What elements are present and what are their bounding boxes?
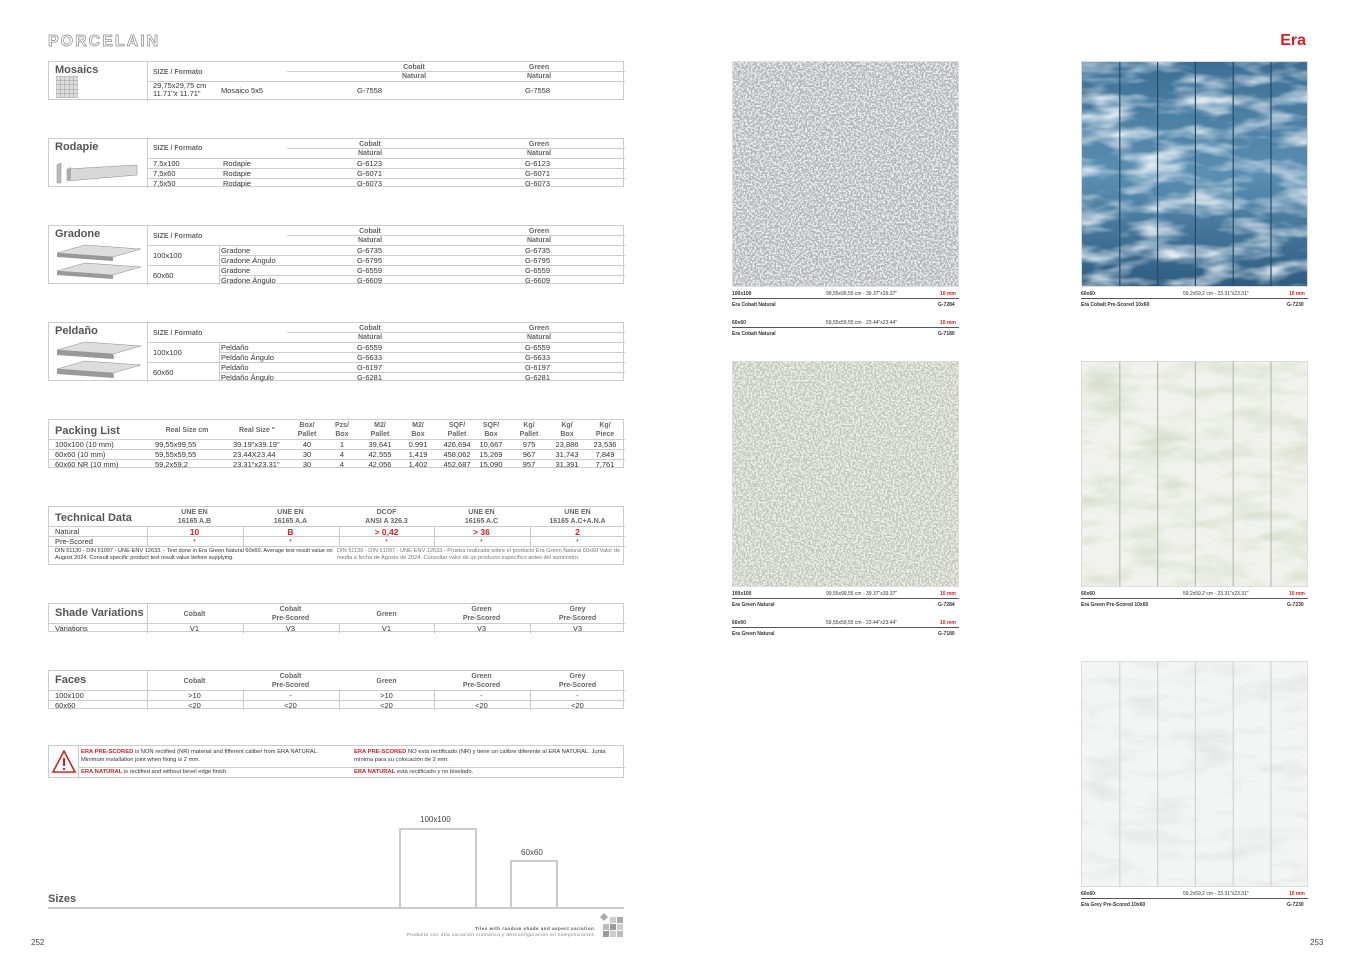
shade-value: V1 <box>189 624 200 633</box>
packing-cell: 23,536 <box>593 440 617 449</box>
technical-prescored-value: * <box>385 537 388 546</box>
size-60x60-square <box>510 860 558 909</box>
tile-name: Era Green Natural <box>732 602 775 608</box>
row-name: Peldaño <box>221 363 249 372</box>
tile-size: 60x60 <box>1081 291 1095 297</box>
packing-col-header <box>327 421 357 439</box>
tile-size: 60x60 <box>1081 891 1095 897</box>
technical-col-header <box>530 508 625 526</box>
faces-value: - <box>289 691 292 700</box>
tile-code: G-7180 <box>938 331 955 337</box>
packing-cell: 10,667 <box>479 440 503 449</box>
shade-value: V3 <box>476 624 487 633</box>
mosaic-size: 29,75x29,75 cm 11.71"x 11.71" <box>153 81 207 98</box>
faces-value: >10 <box>188 691 201 700</box>
warning-en-natural: ERA NATURAL is rectified and without bevel edge finish. <box>81 769 228 775</box>
packing-cell: 99,55x99,55 <box>155 440 197 449</box>
mosaics-title: Mosaics <box>55 64 99 76</box>
technical-natural-value: 10 <box>189 527 200 537</box>
mosaic-code-cobalt: G-7558 <box>357 86 383 95</box>
technical-prescored-value: * <box>289 537 292 546</box>
size-label: SIZE / Formato <box>153 69 203 76</box>
peldano-title: Peldaño <box>55 325 98 337</box>
row-code: G-6559 <box>525 343 551 352</box>
divider <box>243 526 244 546</box>
tile-name: Era Cobalt Natural <box>732 302 776 308</box>
packing-cell: 39,641 <box>368 440 392 449</box>
tile-dims: 59,2x59,2 cm - 23.31"x23.31" <box>1183 291 1249 297</box>
rodapie-title: Rodapie <box>55 141 99 153</box>
packing-cell: 452,687 <box>443 460 471 469</box>
header-line: Pre-Scored <box>462 682 501 689</box>
header-line: 16165 A.B <box>177 518 212 525</box>
row-size: 7,5x50 <box>153 179 176 188</box>
faces-col-header <box>147 677 242 686</box>
row-code: G-6073 <box>525 179 551 188</box>
header-line: SQF/ <box>448 422 466 429</box>
tile-dims: 59,55x59,55 cm - 23.44"x23.44" <box>826 320 898 326</box>
row-code: G-6073 <box>357 179 383 188</box>
tile-thickness: 10 mm <box>1289 291 1305 297</box>
packing-col-header <box>511 421 547 439</box>
header-line: Box <box>560 431 574 438</box>
faces-value: <20 <box>284 701 297 710</box>
header-line: SQF/ <box>482 422 500 429</box>
shade-variation-icon <box>600 913 624 937</box>
tile-code: G-7230 <box>1287 302 1304 308</box>
row-name: Rodapie <box>223 159 251 168</box>
technical-col-header <box>147 508 242 526</box>
tile-thickness: 10 mm <box>940 320 956 326</box>
header-line: Pre-Scored <box>462 615 501 622</box>
tile-dims: 59,2x59,2 cm - 23.31"x23.31" <box>1183 591 1249 597</box>
col-green: Green Natural <box>526 325 552 341</box>
header-line: Pallet <box>297 431 317 438</box>
sizes-title: Sizes <box>48 893 77 905</box>
shade-col-header <box>243 605 338 623</box>
warning-es-natural: ERA NATURAL está rectificado y no biselado. <box>354 769 474 775</box>
warning-box <box>48 745 624 778</box>
technical-natural-value: > 0,42 <box>374 527 399 537</box>
packing-col-header <box>473 421 509 439</box>
shade-col-header <box>147 610 242 619</box>
row-name: Peldaño <box>221 343 249 352</box>
row-code: G-6795 <box>525 256 551 265</box>
row-code: G-6633 <box>357 353 383 362</box>
header-line: Pre-Scored <box>558 615 597 622</box>
row-code: G-6735 <box>357 246 383 255</box>
header-line: Cobalt <box>183 678 206 685</box>
tile-name: Era Green Natural <box>732 631 775 637</box>
technical-prescored-value: * <box>480 537 483 546</box>
packing-cell: 426,694 <box>443 440 471 449</box>
header-line: Pallet <box>519 431 539 438</box>
faces-value: <20 <box>571 701 584 710</box>
tile-code: G-7180 <box>938 631 955 637</box>
row-name: Gradone <box>221 266 251 275</box>
technical-prescored-value: * <box>193 537 196 546</box>
packing-cell: 23,886 <box>555 440 579 449</box>
gradone-table <box>48 225 624 284</box>
technical-prescored-value: * <box>576 537 579 546</box>
tile-code: G-7284 <box>938 302 955 308</box>
packing-cell: 1 <box>339 440 345 449</box>
packing-cell: 15,090 <box>479 460 503 469</box>
faces-col-header <box>339 677 434 686</box>
warning-es-prescored: ERA PRE-SCORED NO está rectificado (NR) y tiene un calibre diferente al ERA NATURAL. Junta mínima para su colocación de 2 mm. <box>354 749 606 763</box>
header-line: ANSI A 326.3 <box>365 518 408 525</box>
header-line: Cobalt <box>279 673 302 680</box>
technical-natural-value: > 36 <box>473 527 490 537</box>
header-line: Pre-Scored <box>271 615 310 622</box>
faces-value: - <box>480 691 483 700</box>
tile-thickness: 10 mm <box>1289 591 1305 597</box>
packing-cell: 7,761 <box>595 460 615 469</box>
tile-name: Era Green Pre-Scored 10x60 <box>1081 602 1149 608</box>
header-line: 16165 A.A <box>273 518 308 525</box>
header-line: Kg/ <box>523 422 535 429</box>
packing-cell: 23.44X23.44 <box>233 450 276 459</box>
header-line: Green <box>471 606 492 613</box>
row-code: G-6123 <box>357 159 383 168</box>
row-size: 7,5x60 <box>153 169 176 178</box>
packing-cell: 23.31"x23.31" <box>233 460 280 469</box>
packing-cell: 30 <box>302 460 312 469</box>
col-cobalt: Cobalt Natural <box>357 141 383 157</box>
technical-natural-value: B <box>287 527 294 537</box>
mosaics-table <box>48 61 624 100</box>
packing-cell: 975 <box>522 440 536 449</box>
technical-data-table <box>48 506 624 565</box>
row-code: G-6609 <box>357 276 383 285</box>
row-code: G-6071 <box>525 169 551 178</box>
packing-col-header <box>151 426 223 435</box>
packing-cell: 42,056 <box>368 460 392 469</box>
header-line: UNE EN <box>564 509 591 516</box>
faces-value: - <box>576 691 579 700</box>
header-line: Kg/ <box>561 422 573 429</box>
shade-col-header <box>434 605 529 623</box>
tile-code: G-7230 <box>1287 902 1304 908</box>
header-line: M2/ <box>412 422 424 429</box>
footer-note-es: Producto con alta variación cromática y desconfiguración en composiciones. <box>406 932 596 937</box>
technical-col-header <box>243 508 338 526</box>
shade-variations-table <box>48 603 624 632</box>
section-title: PORCELAIN <box>48 33 161 50</box>
technical-natural-value: 2 <box>575 527 580 537</box>
row-code: G-6559 <box>357 343 383 352</box>
row-code: G-6609 <box>525 276 551 285</box>
era-green-prescored-tile <box>1081 361 1308 587</box>
row-name: Peldaño Ángulo <box>221 373 274 382</box>
size-label: SIZE / Formato <box>153 233 203 240</box>
tile-thickness: 10 mm <box>940 620 956 626</box>
header-line: Kg/ <box>599 422 611 429</box>
tile-name: Era Cobalt Natural <box>732 331 776 337</box>
row-code: G-6559 <box>357 266 383 275</box>
header-line: Pre-Scored <box>558 682 597 689</box>
faces-col-header <box>530 672 625 690</box>
row-code: G-6633 <box>525 353 551 362</box>
header-line: Box <box>484 431 498 438</box>
col-cobalt: Cobalt Natural <box>357 228 383 244</box>
variations-label: Variations <box>55 624 88 633</box>
packing-col-header <box>587 421 623 439</box>
header-line: Grey <box>569 606 586 613</box>
footer-note-en: Tiles with random shade and aspect variation. <box>475 926 596 931</box>
row-code: G-6071 <box>357 169 383 178</box>
natural-label: Natural <box>55 527 80 536</box>
technical-note-en: DIN 51130 - DIN 51097 - UNE-ENV 12633. - Test done in Era Green Natural 60x60. Average test result value on August 2024. Consult specific product test result value before supplying. <box>55 548 333 561</box>
warning-en-prescored: ERA PRE-SCORED is NON rectified (NR) material and fifferent caliber from ERA NATURAL. Minimum installation joint when fixing is 2 mm. <box>81 749 319 763</box>
col-green: Green Natural <box>526 228 552 244</box>
header-line: UNE EN <box>181 509 208 516</box>
packing-cell: 39.19"x39.19" <box>233 440 280 449</box>
header-line: Green <box>376 678 397 685</box>
shade-value: V3 <box>285 624 296 633</box>
divider <box>530 526 531 546</box>
faces-col-header <box>434 672 529 690</box>
row-name: Rodapie <box>223 179 251 188</box>
packing-cell: 31,743 <box>555 450 579 459</box>
size-label: SIZE / Formato <box>153 330 203 337</box>
size-60x60-label: 60x60 <box>521 848 543 857</box>
header-line: Box <box>335 431 349 438</box>
tile-name: Era Cobalt Pre-Scored 10x60 <box>1081 302 1150 308</box>
divider <box>434 526 435 546</box>
technical-col-header <box>339 508 434 526</box>
shade-value: V3 <box>572 624 583 633</box>
packing-list-table <box>48 419 624 468</box>
tile-size: 60x60 <box>1081 591 1095 597</box>
header-line: Cobalt <box>279 606 302 613</box>
tile-code: G-7284 <box>938 602 955 608</box>
size-label: SIZE / Formato <box>153 145 203 152</box>
divider <box>339 526 340 546</box>
packing-cell: 1,419 <box>408 450 428 459</box>
size-100x100-square <box>399 828 477 909</box>
packing-cell: 458,062 <box>443 450 471 459</box>
row-size: 100x100 <box>153 348 182 357</box>
packing-cell: 957 <box>522 460 536 469</box>
size-100x100-label: 100x100 <box>420 815 451 824</box>
gradone-title: Gradone <box>55 228 101 240</box>
row-size: 60x60 <box>153 368 174 377</box>
packing-col-header <box>439 421 475 439</box>
technical-note-es: DIN 51130 - DIN 51097 - UNE-ENV 12633.- Prueba realizada sobre el producto Era Green Natural 60x60 Valor de media a fecha de Agosto de 2024. Consultar valor de un producto específico antes del suministro. <box>337 548 621 561</box>
col-green: Green Natural <box>526 141 552 157</box>
row-name: Gradone Ángulo <box>221 256 276 265</box>
header-line: Green <box>376 611 397 618</box>
header-line: Box <box>411 431 425 438</box>
header-line: Green <box>471 673 492 680</box>
shade-col-header <box>339 610 434 619</box>
header-line: Pre-Scored <box>271 682 310 689</box>
row-code: G-6123 <box>525 159 551 168</box>
tile-thickness: 10 mm <box>940 291 956 297</box>
packing-cell: 30 <box>302 450 312 459</box>
packing-cell: 7,849 <box>595 450 615 459</box>
tile-dims: 99,55x99,55 cm - 39.37"x39.37" <box>826 291 898 297</box>
header-line: 16165 A.C+A.N.A <box>549 518 606 525</box>
tile-dims: 99,55x99,55 cm - 39.37"x39.37" <box>826 591 898 597</box>
faces-value: <20 <box>475 701 488 710</box>
packing-cell: 1,402 <box>408 460 428 469</box>
row-code: G-6281 <box>357 373 383 382</box>
header-line: Box/ <box>299 422 315 429</box>
col-cobalt: Cobalt Natural <box>357 325 383 341</box>
era-cobalt-prescored-tile <box>1081 61 1308 287</box>
header-line: UNE EN <box>277 509 304 516</box>
row-name: Peldaño Ángulo <box>221 353 274 362</box>
header-line: UNE EN <box>468 509 495 516</box>
header-line: Pzs/ <box>334 422 349 429</box>
tile-size: 60x60 <box>732 620 746 626</box>
row-code: G-6197 <box>525 363 551 372</box>
packing-title: Packing List <box>55 425 120 437</box>
packing-col-header <box>289 421 325 439</box>
row-name: Gradone Ángulo <box>221 276 276 285</box>
tile-size: 100x100 <box>732 591 752 597</box>
page-number-left: 252 <box>31 938 45 947</box>
header-line: 16165 A.C <box>464 518 499 525</box>
faces-row-label: 100x100 <box>55 691 84 700</box>
tile-code: G-7230 <box>1287 602 1304 608</box>
row-code: G-6197 <box>357 363 383 372</box>
packing-row-label: 100x100 (10 mm) <box>55 440 114 449</box>
rodapie-table <box>48 138 624 187</box>
page-number-right: 253 <box>1310 938 1324 947</box>
packing-cell: 40 <box>302 440 312 449</box>
row-code: G-6795 <box>357 256 383 265</box>
row-code: G-6281 <box>525 373 551 382</box>
header-line: Pallet <box>447 431 467 438</box>
packing-row-label: 60x60 NR (10 mm) <box>55 460 119 469</box>
shade-value: V1 <box>381 624 392 633</box>
tile-thickness: 10 mm <box>940 591 956 597</box>
faces-table <box>48 670 624 709</box>
row-name: Rodapie <box>223 169 251 178</box>
row-code: G-6559 <box>525 266 551 275</box>
peldano-table <box>48 322 624 381</box>
prescored-label: Pre-Scored <box>55 537 93 546</box>
collection-title: Era <box>1280 32 1306 49</box>
shade-col-header <box>530 605 625 623</box>
mosaic-name: Mosaico 5x5 <box>221 86 264 95</box>
col-green: Green Natural <box>526 64 552 80</box>
era-grey-prescored-tile <box>1081 661 1308 887</box>
step-tile-icon <box>55 340 143 380</box>
mosaic-code-green: G-7558 <box>525 86 551 95</box>
packing-cell: 59,2x59,2 <box>155 460 188 469</box>
faces-value: >10 <box>380 691 393 700</box>
mosaic-grid-icon <box>56 76 78 98</box>
row-size: 7,5x100 <box>153 159 180 168</box>
packing-col-header <box>549 421 585 439</box>
packing-cell: 59,55x59,55 <box>155 450 197 459</box>
header-line: Cobalt <box>183 611 206 618</box>
row-name: Gradone <box>221 246 251 255</box>
tile-size: 100x100 <box>732 291 752 297</box>
tile-dims: 59,2x59,2 cm - 23.31"x23.31" <box>1183 891 1249 897</box>
faces-value: <20 <box>380 701 393 710</box>
packing-col-header <box>401 421 435 439</box>
faces-title: Faces <box>55 674 87 686</box>
packing-col-header <box>361 421 399 439</box>
header-line: Real Size " <box>238 427 275 434</box>
tile-thickness: 10 mm <box>1289 891 1305 897</box>
tile-dims: 59,55x59,55 cm - 23.44"x23.44" <box>826 620 898 626</box>
header-line: Grey <box>569 673 586 680</box>
faces-value: <20 <box>188 701 201 710</box>
packing-col-header <box>229 426 285 435</box>
warning-icon <box>52 750 76 774</box>
tile-size: 60x60 <box>732 320 746 326</box>
header-line: DCOF <box>376 509 397 516</box>
technical-title: Technical Data <box>55 512 132 524</box>
packing-cell: 15,269 <box>479 450 503 459</box>
era-cobalt-natural-tile <box>732 61 959 287</box>
skirting-icon <box>55 161 139 185</box>
row-size: 60x60 <box>153 271 174 280</box>
faces-col-header <box>243 672 338 690</box>
header-line: Real Size cm <box>165 427 209 434</box>
header-line: M2/ <box>374 422 386 429</box>
row-code: G-6735 <box>525 246 551 255</box>
packing-cell: 31,391 <box>555 460 579 469</box>
packing-row-label: 60x60 (10 mm) <box>55 450 106 459</box>
header-line: Piece <box>595 431 615 438</box>
era-green-natural-tile <box>732 361 959 587</box>
step-tile-icon <box>55 243 143 281</box>
packing-cell: 4 <box>339 450 345 459</box>
faces-row-label: 60x60 <box>55 701 76 710</box>
header-line: Pallet <box>370 431 390 438</box>
packing-cell: 967 <box>522 450 536 459</box>
packing-cell: 4 <box>339 460 345 469</box>
packing-cell: 42,555 <box>368 450 392 459</box>
col-cobalt: Cobalt Natural <box>401 64 427 80</box>
tile-name: Era Grey Pre-Scored 10x60 <box>1081 902 1146 908</box>
row-size: 100x100 <box>153 251 182 260</box>
shade-title: Shade Variations <box>55 607 144 619</box>
packing-cell: 0.991 <box>408 440 428 449</box>
technical-col-header <box>434 508 529 526</box>
